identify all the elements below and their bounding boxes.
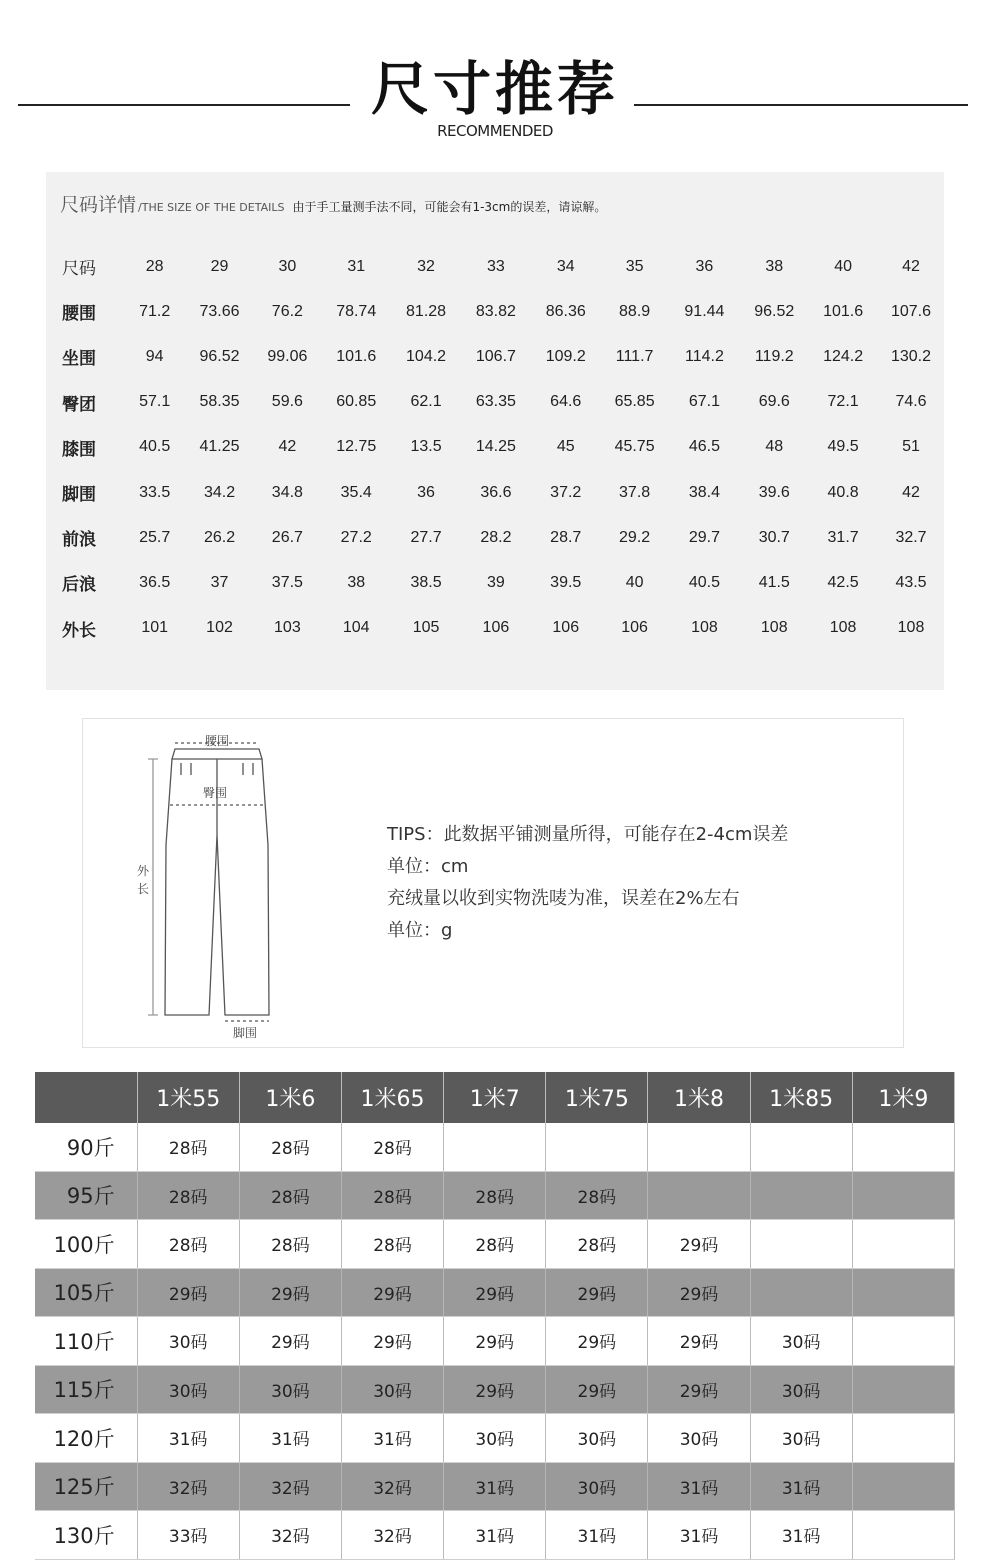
size-details-cell: 63.35 [475, 393, 516, 411]
size-details-cell: 72.1 [827, 393, 859, 411]
size-details-cell: 58.35 [199, 393, 240, 411]
size-details-cell: 25.7 [139, 528, 171, 546]
recommend-size-cell: 30码 [750, 1365, 852, 1414]
recommend-height-header: 1米75 [546, 1072, 648, 1123]
recommend-size-cell [648, 1123, 750, 1171]
size-details-row-label: 前浪 [62, 530, 96, 551]
recommend-size-cell: 28码 [239, 1171, 341, 1220]
size-details-cell: 26.2 [203, 528, 236, 546]
size-details-cell: 36 [695, 257, 714, 275]
recommend-size-cell: 28码 [341, 1123, 443, 1171]
recommend-height-header: 1米7 [444, 1072, 546, 1123]
recommend-size-cell [648, 1171, 750, 1220]
recommend-size-cell: 28码 [137, 1171, 239, 1220]
recommend-size-cell [852, 1365, 954, 1414]
size-details-cell: 106.7 [475, 347, 516, 365]
size-details-row-label: 后浪 [62, 575, 96, 596]
size-details-cell: 57.1 [139, 393, 171, 411]
size-details-cell: 108 [897, 619, 925, 637]
size-details-cell: 38 [347, 573, 366, 591]
size-details-cell: 37.2 [550, 483, 582, 501]
recommend-size-cell: 32码 [239, 1462, 341, 1511]
recommend-row [35, 1365, 955, 1414]
hip-label: 臀围 [203, 786, 228, 800]
size-details-cell: 29.2 [619, 528, 651, 546]
recommend-size-cell [852, 1220, 954, 1269]
recommend-weight-cell: 125斤 [35, 1462, 137, 1511]
size-details-cell: 83.82 [475, 302, 516, 320]
size-details-cell: 36 [417, 483, 435, 501]
recommend-header-row [35, 1072, 955, 1123]
size-details-cell: 59.6 [271, 393, 303, 411]
size-details-cell: 42 [278, 438, 297, 456]
recommend-size-cell: 31码 [546, 1511, 648, 1560]
recommend-size-cell: 28码 [341, 1171, 443, 1220]
size-details-cell: 101.6 [823, 302, 864, 320]
pants-diagram-icon [133, 725, 353, 1045]
size-details-cell: 31 [347, 257, 366, 275]
size-details-cell: 42 [902, 257, 920, 275]
recommend-weight-cell: 120斤 [35, 1414, 137, 1463]
recommend-size-cell [750, 1268, 852, 1317]
size-details-row [52, 560, 944, 605]
recommend-row [35, 1414, 955, 1463]
recommend-row [35, 1511, 955, 1560]
size-details-row [52, 425, 944, 470]
measure-diagram-box [82, 718, 904, 1048]
size-details-cell: 91.44 [684, 302, 725, 320]
recommend-size-cell: 30码 [750, 1317, 852, 1366]
recommend-row [35, 1220, 955, 1269]
size-details-cell: 111.7 [615, 347, 654, 365]
size-details-row-label: 脚围 [62, 485, 96, 506]
size-details-row-label: 外长 [62, 620, 96, 641]
size-details-cell: 48 [765, 438, 784, 456]
size-details-cell: 40.5 [139, 438, 171, 456]
recommend-size-cell: 29码 [648, 1317, 750, 1366]
size-details-label-en: /THE SIZE OF THE DETAILS [138, 201, 285, 214]
size-details-cell: 34.2 [203, 483, 236, 501]
size-details-cell: 88.9 [619, 302, 651, 320]
size-details-cell: 74.6 [895, 393, 927, 411]
recommend-size-cell: 29码 [648, 1220, 750, 1269]
size-details-row-label: 膝围 [62, 439, 96, 460]
size-details-cell: 28.7 [550, 528, 582, 546]
size-details-row [52, 380, 944, 425]
recommend-size-cell: 29码 [444, 1365, 546, 1414]
recommend-size-cell: 28码 [137, 1123, 239, 1171]
recommend-size-cell: 28码 [341, 1220, 443, 1269]
size-details-cell: 37.5 [271, 573, 303, 591]
recommend-height-header: 1米55 [137, 1072, 239, 1123]
size-details-cell: 32.7 [895, 528, 927, 546]
recommend-size-cell: 30码 [546, 1462, 648, 1511]
recommend-size-cell [852, 1462, 954, 1511]
recommend-size-cell: 32码 [341, 1511, 443, 1560]
size-details-note: 由于手工量测手法不同，可能会有1-3cm的误差，请谅解。 [292, 200, 607, 214]
recommend-row [35, 1462, 955, 1511]
recommend-size-cell [750, 1171, 852, 1220]
size-details-cell: 104 [342, 619, 370, 637]
recommend-size-cell: 30码 [648, 1414, 750, 1463]
recommend-size-cell: 28码 [137, 1220, 239, 1269]
recommend-row [35, 1317, 955, 1366]
recommend-weight-cell: 130斤 [35, 1511, 137, 1560]
recommend-size-cell [546, 1123, 648, 1171]
size-details-cell: 12.75 [336, 438, 377, 456]
recommend-size-cell: 29码 [648, 1365, 750, 1414]
waist-label: 腰围 [205, 734, 230, 748]
recommend-size-cell: 30码 [137, 1317, 239, 1366]
size-details-cell: 114.2 [685, 347, 724, 365]
size-details-label-cn: 尺码详情 [60, 194, 137, 216]
size-details-cell: 34.8 [271, 483, 303, 501]
size-details-cell: 46.5 [688, 438, 720, 456]
size-details-cell: 40.8 [827, 483, 859, 501]
size-details-cell: 35.4 [340, 483, 372, 501]
size-details-cell: 107.6 [890, 302, 932, 320]
size-details-cell: 130.2 [890, 347, 932, 365]
recommend-weight-cell: 95斤 [35, 1171, 137, 1220]
recommend-size-cell: 30码 [137, 1365, 239, 1414]
recommend-size-cell: 28码 [546, 1220, 648, 1269]
size-recommendation-table [35, 1072, 955, 1560]
recommend-size-cell: 29码 [341, 1268, 443, 1317]
recommend-weight-cell: 100斤 [35, 1220, 137, 1269]
size-details-cell: 62.1 [410, 393, 442, 411]
recommend-size-cell: 30码 [750, 1414, 852, 1463]
recommend-size-cell: 31码 [444, 1511, 546, 1560]
hem-label: 脚围 [233, 1026, 258, 1040]
size-details-cell: 96.52 [754, 302, 795, 320]
recommend-size-cell [852, 1317, 954, 1366]
size-details-cell: 41.25 [199, 438, 240, 456]
size-details-cell: 34 [556, 257, 575, 275]
recommend-row [35, 1123, 955, 1171]
size-details-cell: 38.4 [688, 483, 720, 501]
recommend-size-cell: 29码 [137, 1268, 239, 1317]
size-details-cell: 64.6 [550, 393, 582, 411]
recommend-size-cell: 31码 [444, 1462, 546, 1511]
size-details-row [52, 606, 944, 651]
size-details-cell: 108 [691, 619, 718, 637]
size-details-cell: 73.66 [199, 302, 240, 320]
size-details-cell: 41.5 [758, 573, 790, 591]
size-details-cell: 38.5 [410, 573, 442, 591]
size-details-cell: 37.8 [619, 483, 651, 501]
size-details-cell: 27.2 [340, 528, 372, 546]
size-details-cell: 102 [206, 619, 233, 637]
recommend-size-cell: 32码 [341, 1462, 443, 1511]
tips-line: TIPS：此数据平铺测量所得，可能存在2-4cm误差 [387, 824, 789, 845]
size-details-cell: 30.7 [758, 528, 790, 546]
size-details-cell: 81.28 [406, 302, 447, 320]
size-details-cell: 101 [141, 619, 169, 637]
recommend-size-cell [750, 1220, 852, 1269]
tips-line: 单位：g [387, 920, 453, 941]
recommend-size-cell: 30码 [444, 1414, 546, 1463]
recommend-size-cell: 33码 [137, 1511, 239, 1560]
size-details-row-label: 尺码 [62, 259, 96, 280]
size-details-cell: 13.5 [410, 438, 442, 456]
recommend-size-cell: 31码 [341, 1414, 443, 1463]
size-details-cell: 105 [412, 619, 440, 637]
size-details-cell: 106 [482, 619, 510, 637]
recommend-height-header: 1米6 [239, 1072, 341, 1123]
size-details-cell: 28.2 [480, 528, 512, 546]
recommend-row [35, 1171, 955, 1220]
recommend-size-cell: 29码 [444, 1317, 546, 1366]
recommend-size-cell: 28码 [444, 1171, 546, 1220]
recommend-weight-cell: 90斤 [35, 1123, 137, 1171]
recommend-size-cell: 29码 [239, 1317, 341, 1366]
size-details-cell: 31.7 [827, 528, 859, 546]
size-details-cell: 124.2 [823, 347, 864, 365]
size-details-cell: 39.6 [758, 483, 790, 501]
size-details-cell: 101.6 [336, 347, 377, 365]
recommend-size-cell [750, 1123, 852, 1171]
recommend-row [35, 1268, 955, 1317]
size-details-cell: 49.5 [827, 438, 859, 456]
size-details-cell: 108 [829, 619, 857, 637]
size-details-cell: 45 [556, 438, 575, 456]
recommend-height-header: 1米65 [341, 1072, 443, 1123]
size-details-cell: 109.2 [545, 347, 586, 365]
size-details-cell: 67.1 [688, 393, 720, 411]
length-label-2: 长 [137, 882, 150, 896]
size-details-cell: 30 [278, 257, 297, 275]
tips-block [387, 819, 788, 947]
size-details-cell: 39.5 [550, 573, 582, 591]
size-details-cell: 94 [145, 347, 164, 365]
size-details-cell: 38 [765, 257, 784, 275]
size-details-row [52, 515, 944, 560]
size-details-cell: 106 [621, 619, 648, 637]
size-details-cell: 28 [145, 257, 164, 275]
recommend-size-cell: 32码 [239, 1511, 341, 1560]
size-details-cell: 99.06 [267, 347, 308, 365]
size-details-cell: 33.5 [139, 483, 171, 501]
recommend-size-cell: 31码 [239, 1414, 341, 1463]
tips-line: 充绒量以收到实物洗唛为准，误差在2%左右 [387, 888, 740, 909]
size-details-row [52, 470, 944, 515]
size-details-cell: 69.6 [758, 393, 790, 411]
size-details-cell: 51 [902, 438, 920, 456]
size-details-cell: 119.2 [754, 347, 794, 365]
recommend-size-cell: 28码 [444, 1220, 546, 1269]
size-details-row-label: 臀团 [62, 394, 96, 415]
length-label-1: 外 [137, 864, 150, 878]
recommend-size-cell [852, 1171, 954, 1220]
size-details-cell: 86.36 [545, 302, 586, 320]
size-details-cell: 26.7 [271, 528, 303, 546]
size-details-cell: 39 [487, 573, 505, 591]
size-details-cell: 14.25 [475, 438, 516, 456]
size-details-cell: 27.7 [410, 528, 442, 546]
recommend-corner-cell [35, 1072, 137, 1123]
size-details-cell: 45.75 [614, 438, 655, 456]
size-details-heading [60, 190, 606, 217]
recommend-size-cell: 31码 [648, 1462, 750, 1511]
size-details-cell: 106 [552, 619, 580, 637]
size-details-table [52, 244, 944, 651]
recommend-size-cell: 29码 [546, 1317, 648, 1366]
recommend-size-cell: 31码 [750, 1462, 852, 1511]
size-details-row-label: 腰围 [62, 304, 96, 325]
size-details-cell: 42.5 [827, 573, 859, 591]
recommend-size-cell: 29码 [546, 1365, 648, 1414]
size-details-cell: 104.2 [406, 347, 447, 365]
size-details-cell: 40 [625, 573, 644, 591]
size-details-cell: 42 [902, 483, 920, 501]
size-details-row-label: 坐围 [62, 349, 96, 370]
recommend-size-cell: 29码 [341, 1317, 443, 1366]
recommend-height-header: 1米85 [750, 1072, 852, 1123]
recommend-height-header: 1米9 [852, 1072, 954, 1123]
size-details-cell: 96.52 [199, 347, 240, 365]
recommend-weight-cell: 115斤 [35, 1365, 137, 1414]
size-details-cell: 32 [417, 257, 435, 275]
size-details-cell: 43.5 [895, 573, 927, 591]
recommend-size-cell: 31码 [137, 1414, 239, 1463]
recommend-size-cell: 30码 [546, 1414, 648, 1463]
recommend-size-cell: 29码 [546, 1268, 648, 1317]
recommend-size-cell: 28码 [546, 1171, 648, 1220]
size-details-cell: 71.2 [139, 302, 171, 320]
size-details-row [52, 289, 944, 334]
recommend-size-cell: 29码 [239, 1268, 341, 1317]
recommend-size-cell [852, 1268, 954, 1317]
size-details-cell: 103 [274, 619, 301, 637]
page-subtitle: RECOMMENDED [437, 122, 553, 140]
page-title: 尺寸推荐 [370, 55, 619, 123]
size-details-cell: 40 [834, 257, 852, 275]
recommend-size-cell: 29码 [648, 1268, 750, 1317]
size-details-cell: 76.2 [271, 302, 303, 320]
recommend-size-cell [444, 1123, 546, 1171]
recommend-size-cell: 28码 [239, 1123, 341, 1171]
recommend-weight-cell: 110斤 [35, 1317, 137, 1366]
size-details-cell: 29.7 [688, 528, 720, 546]
recommend-size-cell: 31码 [750, 1511, 852, 1560]
size-details-cell: 65.85 [614, 393, 655, 411]
size-details-row [52, 244, 944, 289]
size-details-cell: 108 [760, 619, 788, 637]
recommend-size-cell [852, 1511, 954, 1560]
recommend-size-cell: 32码 [137, 1462, 239, 1511]
recommend-size-cell: 29码 [444, 1268, 546, 1317]
tips-line: 单位：cm [387, 856, 469, 877]
recommend-weight-cell: 105斤 [35, 1268, 137, 1317]
size-details-cell: 36.6 [480, 483, 512, 501]
size-details-cell: 33 [487, 257, 505, 275]
recommend-size-cell [852, 1123, 954, 1171]
size-details-cell: 29 [210, 257, 229, 275]
size-details-cell: 60.85 [336, 393, 377, 411]
recommend-size-cell [852, 1414, 954, 1463]
recommend-size-cell: 28码 [239, 1220, 341, 1269]
recommend-height-header: 1米8 [648, 1072, 750, 1123]
size-details-panel [46, 172, 944, 690]
size-details-cell: 78.74 [336, 302, 377, 320]
size-details-cell: 35 [625, 257, 644, 275]
recommend-size-cell: 30码 [239, 1365, 341, 1414]
size-details-cell: 40.5 [688, 573, 720, 591]
size-details-row [52, 334, 944, 379]
recommend-size-cell: 30码 [341, 1365, 443, 1414]
recommend-size-cell: 31码 [648, 1511, 750, 1560]
size-details-cell: 37 [210, 573, 229, 591]
size-details-cell: 36.5 [139, 573, 171, 591]
